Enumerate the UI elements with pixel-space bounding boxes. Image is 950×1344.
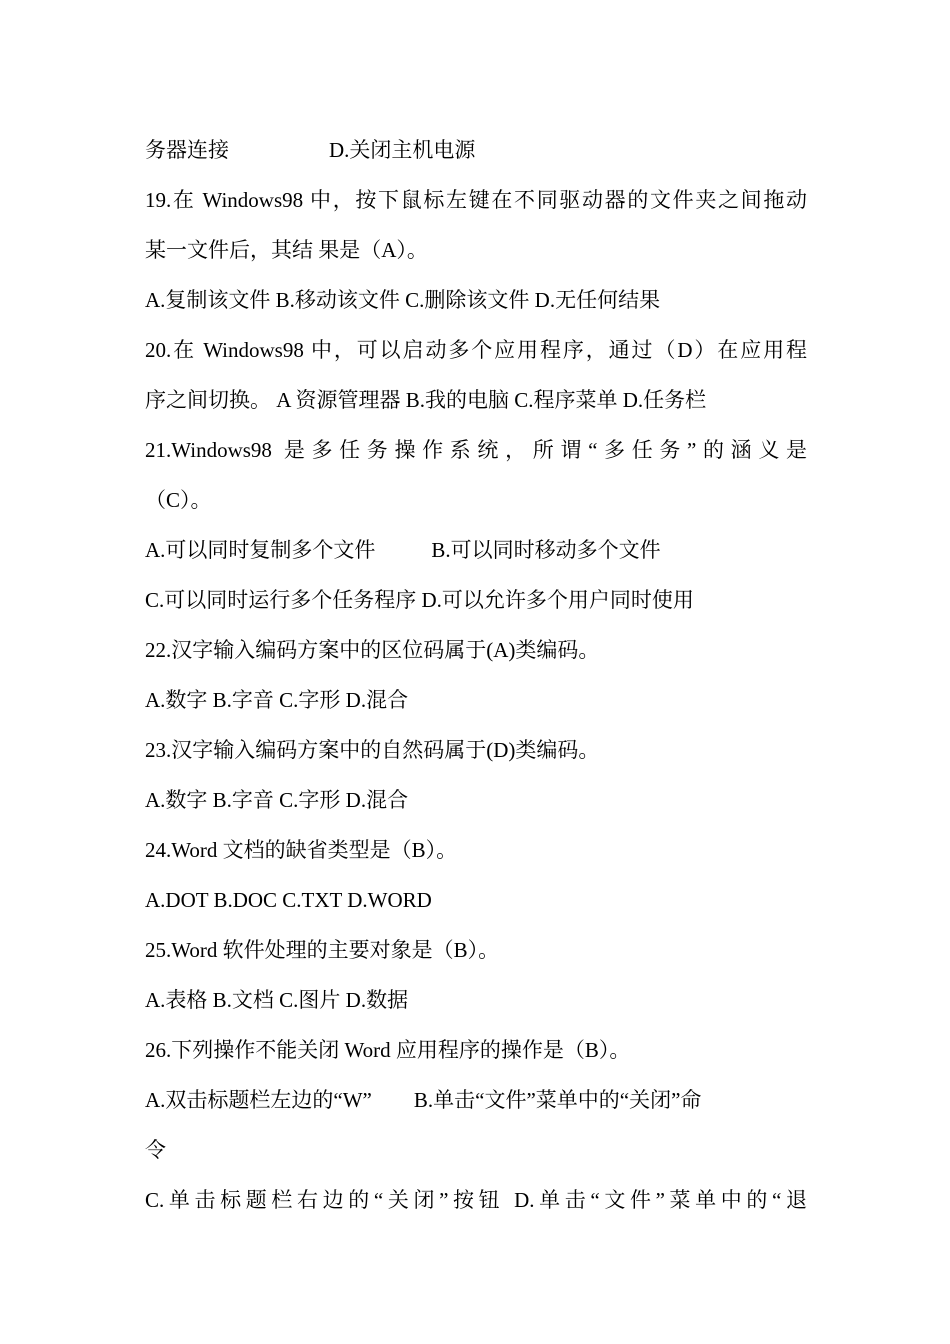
text-line-5: 20.在 Windows98 中，可以启动多个应用程序，通过（D）在应用程 xyxy=(145,338,807,362)
text-line-4: A.复制该文件 B.移动该文件 C.删除该文件 D.无任何结果 xyxy=(145,288,661,312)
text-line-16: A.DOT B.DOC C.TXT D.WORD xyxy=(145,888,432,912)
text-line-20 xyxy=(145,1086,807,1114)
text-line-3: 某一文件后，其结 果是（A）。 xyxy=(145,238,428,262)
text-segment: A.双击标题栏左边的“W” xyxy=(145,1088,372,1112)
text-segment: A.可以同时复制多个文件 xyxy=(145,538,376,562)
text-segment: 务器连接 xyxy=(145,138,229,162)
text-line-19: 26.下列操作不能关闭 Word 应用程序的操作是（B）。 xyxy=(145,1038,631,1062)
text-line-17: 25.Word 软件处理的主要对象是（B）。 xyxy=(145,938,500,962)
text-line-8: （C）。 xyxy=(145,488,212,512)
text-line-18: A.表格 B.文档 C.图片 D.数据 xyxy=(145,988,409,1012)
text-line-12: A.数字 B.字音 C.字形 D.混合 xyxy=(145,688,409,712)
text-line-14: A.数字 B.字音 C.字形 D.混合 xyxy=(145,788,409,812)
text-line-13: 23.汉字输入编码方案中的自然码属于(D)类编码。 xyxy=(145,738,600,762)
text-segment: B.单击“文件”菜单中的“关闭”命 xyxy=(413,1088,702,1112)
text-line-6: 序之间切换。 A 资源管理器 B.我的电脑 C.程序菜单 D.任务栏 xyxy=(145,388,707,412)
text-segment: B.可以同时移动多个文件 xyxy=(431,538,661,562)
text-line-15: 24.Word 文档的缺省类型是（B）。 xyxy=(145,838,458,862)
text-line-9 xyxy=(145,536,807,564)
text-line-10: C.可以同时运行多个任务程序 D.可以允许多个用户同时使用 xyxy=(145,588,694,612)
text-line-7: 21.Windows98 是多任务操作系统，所谓“多任务”的涵义是 xyxy=(145,438,807,462)
text-line-1 xyxy=(145,136,807,164)
text-line-2: 19.在 Windows98 中，按下鼠标左键在不同驱动器的文件夹之间拖动 xyxy=(145,188,807,212)
text-line-11: 22.汉字输入编码方案中的区位码属于(A)类编码。 xyxy=(145,638,600,662)
text-line-22: C.单击标题栏右边的“关闭”按钮 D.单击“文件”菜单中的“退 xyxy=(145,1188,807,1212)
text-line-21: 令 xyxy=(145,1138,166,1162)
text-segment: D.关闭主机电源 xyxy=(329,138,476,162)
